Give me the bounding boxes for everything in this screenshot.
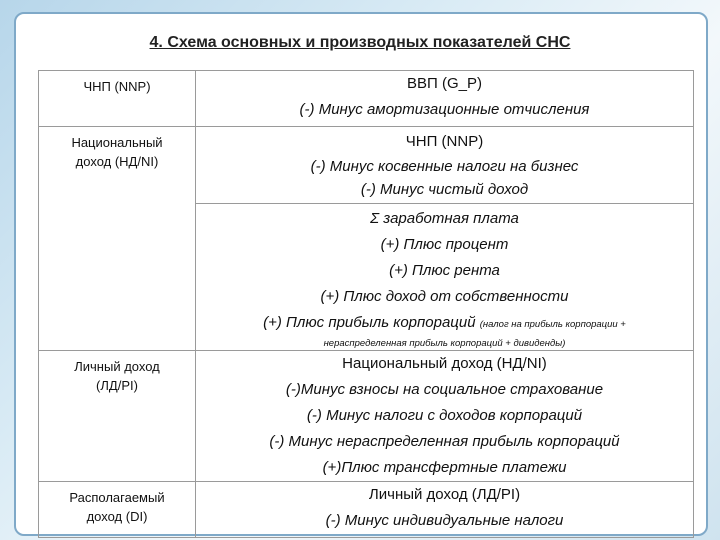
- row-content-di: [196, 482, 694, 538]
- row-content-nnp: [196, 71, 694, 127]
- indicators-table: [38, 70, 694, 538]
- content-block-bottom: [196, 204, 693, 350]
- content-line: (-)Минус взносы на социальное страхование: [285, 381, 604, 398]
- content-line: (+) Плюс рента: [389, 262, 500, 279]
- row-label-text: ЧНП (NNP): [83, 79, 151, 94]
- row-label-text: Располагаемый: [69, 490, 165, 505]
- table-row: [39, 127, 694, 351]
- row-label-text: Национальный: [71, 135, 163, 150]
- content-note: (налог на прибыль корпорации +: [479, 319, 626, 330]
- content-heading: Национальный доход (НД/NI): [342, 355, 547, 372]
- row-content-pi: [196, 351, 694, 482]
- content-block-top: [196, 127, 693, 204]
- row-label-nnp: [39, 71, 196, 127]
- row-label-text: (ЛД/PI): [96, 378, 138, 393]
- row-label-text: доход (DI): [86, 509, 148, 524]
- content-line-text: (+) Плюс прибыль корпораций: [263, 314, 476, 331]
- row-label-di: [39, 482, 196, 538]
- content-line: (+) Плюс доход от собственности: [320, 288, 569, 305]
- content-line: Σ заработная плата: [370, 210, 519, 227]
- content-line: (-) Минус индивидуальные налоги: [325, 512, 564, 529]
- row-label-text: Личный доход: [74, 359, 160, 374]
- content-heading: ЧНП (NNP): [405, 133, 484, 150]
- content-line: (+) Плюс процент: [380, 236, 509, 253]
- slide-title: 4. Схема основных и производных показателей СНС: [149, 34, 571, 51]
- row-label-text: доход (НД/NI): [75, 154, 159, 169]
- content-line: [196, 310, 693, 338]
- table-row: [39, 482, 694, 538]
- row-content-ni: [196, 127, 694, 351]
- table-row: [39, 71, 694, 127]
- content-line: (-) Минус нераспределенная прибыль корпораций: [269, 433, 620, 450]
- table-row: [39, 351, 694, 482]
- row-label-pi: [39, 351, 196, 482]
- content-line: (-) Минус чистый доход: [360, 181, 529, 198]
- content-line: (-) Минус амортизационные отчисления: [299, 101, 590, 118]
- content-line: (-) Минус косвенные налоги на бизнес: [310, 158, 579, 175]
- content-line: (-) Минус налоги с доходов корпораций: [306, 407, 583, 424]
- content-line: (+)Плюс трансфертные платежи: [322, 459, 567, 476]
- row-label-ni: [39, 127, 196, 351]
- content-heading: Личный доход (ЛД/PI): [368, 486, 521, 503]
- content-note: нераспределенная прибыль корпораций + дивиденды): [323, 338, 566, 349]
- content-heading: ВВП (G_P): [407, 75, 482, 92]
